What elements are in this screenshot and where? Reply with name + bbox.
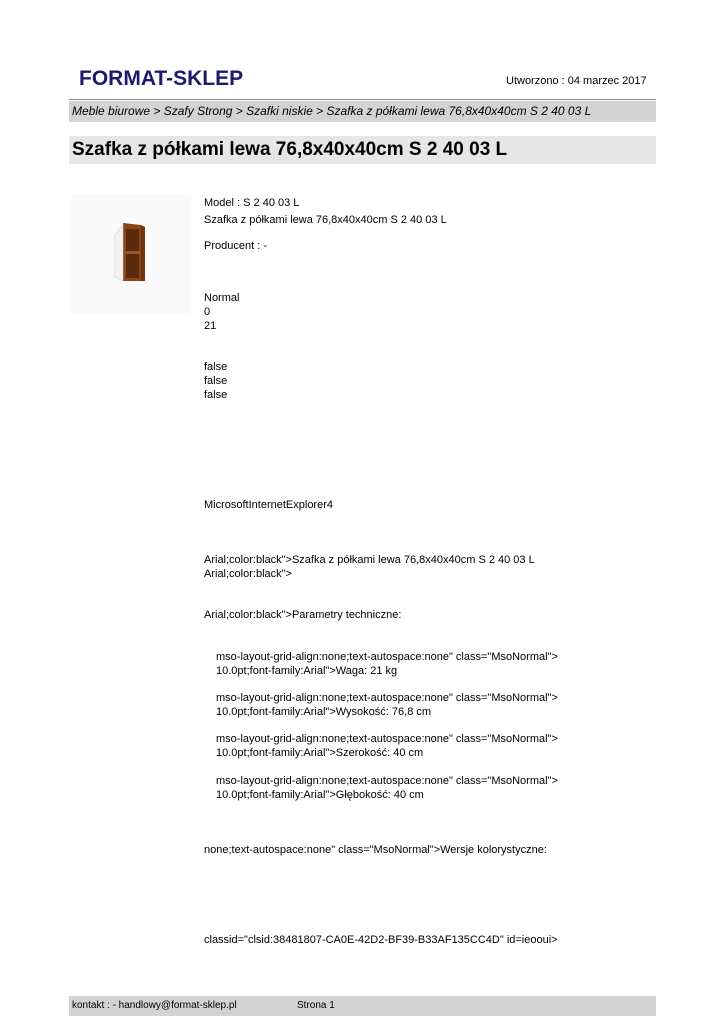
spec-height: 10.0pt;font-family:Arial">Wysokość: 76,8 cm xyxy=(216,706,432,718)
spec-width: 10.0pt;font-family:Arial">Szerokość: 40 cm xyxy=(216,747,424,759)
body-line: MicrosoftInternetExplorer4 xyxy=(204,499,333,511)
body-line: Arial;color:black"> xyxy=(204,568,292,580)
spec-depth: 10.0pt;font-family:Arial">Głębokość: 40 cm xyxy=(216,789,424,801)
spec-line: mso-layout-grid-align:none;text-autospace:none" class="MsoNormal"> xyxy=(216,692,558,704)
spec-line: mso-layout-grid-align:none;text-autospace:none" class="MsoNormal"> xyxy=(216,733,558,745)
body-line: Arial;color:black">Szafka z półkami lewa 76,8x40x40cm S 2 40 03 L xyxy=(204,554,535,566)
brand-title: FORMAT-SKLEP xyxy=(79,67,244,90)
page-title: Szafka z półkami lewa 76,8x40x40cm S 2 40 03 L xyxy=(69,136,656,164)
created-date: Utworzono : 04 marzec 2017 xyxy=(506,75,647,87)
body-line: classid="clsid:38481807-CA0E-42D2-BF39-B33AF135CC4D" id=ieooui> xyxy=(204,934,558,946)
body-line: 0 xyxy=(204,306,211,318)
header-divider xyxy=(69,99,656,100)
footer-page-number: Strona 1 xyxy=(297,1000,335,1011)
spec-line: mso-layout-grid-align:none;text-autospace:none" class="MsoNormal"> xyxy=(216,651,558,663)
body-line: false xyxy=(204,361,228,373)
product-photo xyxy=(71,195,191,315)
product-name: Szafka z półkami lewa 76,8x40x40cm S 2 40 03 L xyxy=(204,214,447,226)
spec-weight: 10.0pt;font-family:Arial">Waga: 21 kg xyxy=(216,665,398,677)
spec-line: mso-layout-grid-align:none;text-autospace:none" class="MsoNormal"> xyxy=(216,775,558,787)
body-line: false xyxy=(204,389,228,401)
product-producer: Producent : - xyxy=(204,240,267,252)
footer-contact[interactable]: kontakt : - handlowy@format-sklep.pl xyxy=(72,1000,237,1011)
product-model: Model : S 2 40 03 L xyxy=(204,197,300,209)
color-versions-line: none;text-autospace:none" class="MsoNormal">Wersje kolorystyczne: xyxy=(204,844,547,856)
body-line: Arial;color:black">Parametry techniczne: xyxy=(204,609,402,621)
body-line: Normal xyxy=(204,292,240,304)
breadcrumb[interactable]: Meble biurowe > Szafy Strong > Szafki niskie > Szafka z półkami lewa 76,8x40x40cm S 2 40 03 L xyxy=(69,101,656,122)
body-line: false xyxy=(204,375,228,387)
body-line: 21 xyxy=(204,320,217,332)
footer xyxy=(69,996,656,1016)
